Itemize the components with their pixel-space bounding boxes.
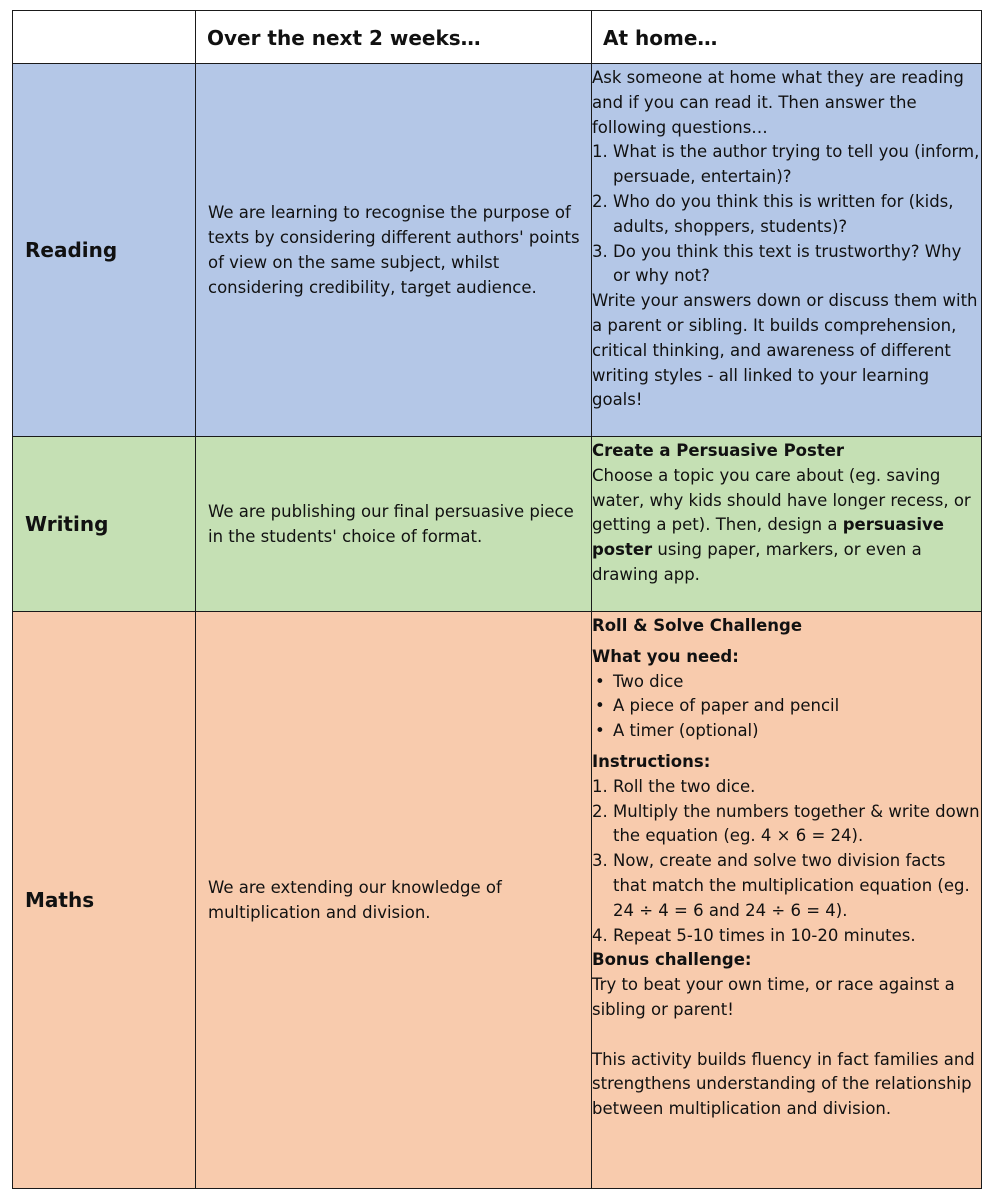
list-item: 1. Roll the two dice. (592, 776, 756, 796)
list-item: 3. Now, create and solve two division facts that match the multiplication equation (eg. 24 ÷ 4 = 6 and 24 ÷ 6 = 4). (592, 851, 970, 920)
header-col3-label: At home… (603, 26, 718, 50)
header-cell-at-home (592, 11, 982, 64)
list-item: 4. Repeat 5-10 times in 10-20 minutes. (592, 925, 916, 945)
list-item: • A timer (optional) (595, 721, 759, 741)
reading-row (13, 64, 982, 437)
reading-subject-label: Reading (25, 238, 118, 262)
writing-learning-cell (196, 437, 592, 612)
header-row (13, 11, 982, 64)
reading-home-cell (592, 64, 982, 437)
maths-learning-text: We are extending our knowledge of multiplication and division. (208, 878, 502, 922)
maths-needs-list (592, 670, 981, 744)
reading-outro: Write your answers down or discuss them with a parent or sibling. It builds comprehension, critical thinking, and awareness of different writing styles - all linked to your learning goals! (592, 291, 978, 410)
list-item: 2. Multiply the numbers together & write down the equation (eg. 4 × 6 = 24). (592, 801, 980, 846)
maths-row (13, 612, 982, 1189)
writing-row (13, 437, 982, 612)
reading-intro: Ask someone at home what they are reading and if you can read it. Then answer the following questions… (592, 68, 964, 137)
list-item: • Two dice (595, 671, 684, 691)
writing-learning-text: We are publishing our final persuasive piece in the students' choice of format. (208, 502, 574, 546)
reading-questions-list (592, 140, 981, 289)
header-cell-two-weeks (196, 11, 592, 64)
maths-learning-cell (196, 612, 592, 1189)
maths-subject-label: Maths (25, 888, 95, 912)
writing-subject-cell (13, 437, 196, 612)
reading-learning-text: We are learning to recognise the purpose of texts by considering different authors' points of view on the same subject, whilst considering credibility, target audience. (208, 203, 580, 297)
maths-bonus-text: Try to beat your own time, or race against a sibling or parent! (592, 975, 955, 1019)
writing-task-body: Choose a topic you care about (eg. saving water, why kids should have longer recess, or getting a pet). Then, design a persuasive poster using paper, markers, or even a drawing app. (592, 465, 971, 584)
header-empty-cell (13, 11, 196, 64)
learning-plan-table (12, 10, 982, 1189)
list-item: 3. Do you think this text is trustworthy? Why or why not? (592, 241, 962, 286)
list-item: 1. What is the author trying to tell you (inform, persuade, entertain)? (592, 142, 980, 187)
list-item: • A piece of paper and pencil (595, 696, 840, 716)
writing-subject-label: Writing (25, 512, 109, 536)
header-col1-label (13, 36, 195, 38)
maths-subject-cell (13, 612, 196, 1189)
writing-bold-phrase: persuasive poster (592, 515, 944, 560)
list-item: 2. Who do you think this is written for (kids, adults, shoppers, students)? (592, 191, 954, 236)
reading-subject-cell (13, 64, 196, 437)
maths-closing-text: This activity builds fluency in fact families and strengthens understanding of the relationship between multiplication and division. (592, 1049, 975, 1119)
header-col2-label: Over the next 2 weeks… (207, 26, 481, 50)
writing-task-title: Create a Persuasive Poster (592, 441, 845, 460)
reading-learning-cell (196, 64, 592, 437)
maths-bonus-heading: Bonus challenge: (592, 950, 752, 970)
writing-home-cell (592, 437, 982, 612)
maths-instructions-heading: Instructions: (592, 751, 711, 771)
maths-task-title: Roll & Solve Challenge (592, 616, 803, 635)
maths-need-heading: What you need: (592, 646, 739, 666)
maths-home-cell (592, 612, 982, 1189)
maths-steps-list (592, 775, 981, 949)
